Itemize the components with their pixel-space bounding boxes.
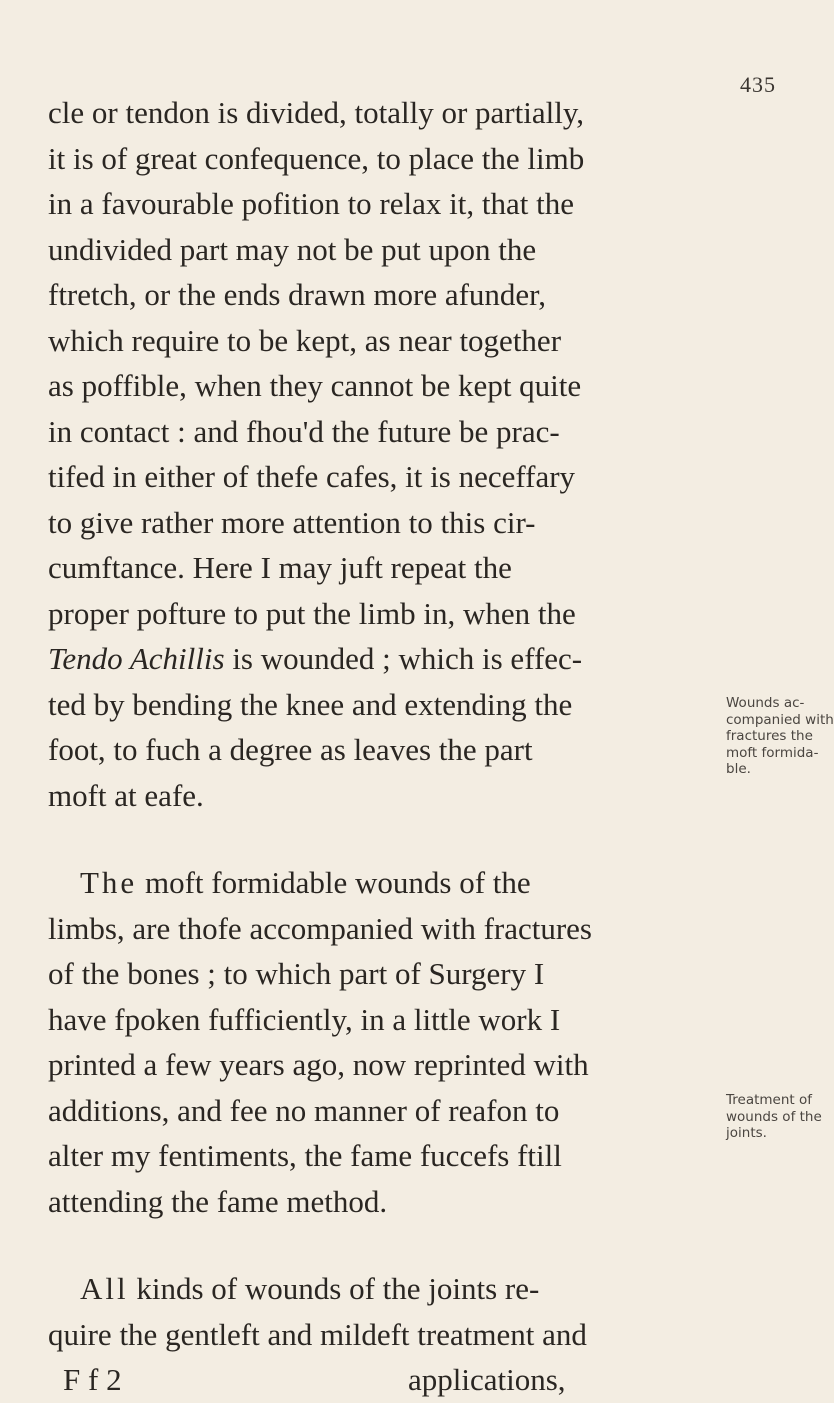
- text-line: cumftance. Here I may juft repeat the: [48, 550, 512, 585]
- margin-note-fractures: [726, 695, 834, 778]
- page-footer: [48, 1357, 720, 1403]
- text-line: which require to be kept, as near together: [48, 322, 562, 358]
- text-line: ftretch, or the ends drawn more afunder,: [48, 277, 546, 312]
- text-line: cle or tendon is divided, totally or partially,: [48, 95, 585, 130]
- catchword: applications,: [408, 1362, 566, 1397]
- text-line: in a favourable pofition to relax it, that the: [48, 186, 574, 221]
- text-line: alter my fentiments, the fame fuccefs ftill: [48, 1138, 562, 1173]
- margin-note-line: moft formida-: [726, 744, 819, 761]
- margin-note-line: fractures the: [726, 728, 813, 744]
- margin-note-line: wounds of the: [726, 1108, 822, 1125]
- text-line: as poffible, when they cannot be kept quite: [48, 368, 582, 403]
- text-line: of the bones ; to which part of Surgery I: [48, 956, 545, 991]
- signature-mark: F f 2: [63, 1362, 122, 1397]
- text-line: printed a few years ago, now reprinted with: [48, 1047, 589, 1082]
- text-line: quire the gentleft and mildeft treatment and: [48, 1316, 587, 1352]
- text-line: ted by bending the knee and extending the: [48, 686, 573, 722]
- text-line: it is of great confequence, to place the limb: [48, 140, 585, 176]
- margin-note-line: companied with: [726, 711, 834, 728]
- lead-word: All: [80, 1271, 129, 1306]
- text-line: in contact : and fhou'd the future be prac-: [48, 413, 560, 449]
- text-line: moft at eafe.: [48, 777, 204, 813]
- text-line: to give rather more attention to this cir-: [48, 504, 536, 540]
- paragraph-1: [48, 90, 720, 818]
- margin-note-line: joints.: [726, 1125, 767, 1141]
- text-line: attending the fame method.: [48, 1183, 388, 1219]
- text-line-italic: [48, 636, 720, 682]
- text-fragment: is wounded ; which is effec-: [224, 641, 583, 676]
- lead-word: The: [80, 865, 138, 900]
- text-line-first: [48, 860, 720, 906]
- paragraph-3: [48, 1266, 720, 1403]
- main-text: [48, 90, 720, 1403]
- page-number: 435: [740, 72, 776, 97]
- text-line: tifed in either of thefe cafes, it is neceffary: [48, 459, 576, 494]
- margin-note-line: Treatment of: [726, 1092, 812, 1108]
- margin-note-line: ble.: [726, 761, 751, 777]
- margin-note-line: Wounds ac-: [726, 695, 805, 711]
- italic-term: Tendo Achillis: [48, 641, 225, 676]
- text-line: limbs, are thofe accompanied with fractures: [48, 910, 592, 946]
- text-line: proper pofture to put the limb in, when the: [48, 595, 576, 631]
- paragraph-2: [48, 860, 720, 1224]
- text-line: foot, to fuch a degree as leaves the part: [48, 732, 533, 767]
- text-line: additions, and fee no manner of reafon to: [48, 1092, 560, 1128]
- text-line-first: [48, 1266, 720, 1312]
- margin-note-joints: [726, 1092, 822, 1142]
- text-fragment: moft formidable wounds of the: [137, 865, 531, 900]
- text-line: undivided part may not be put upon the: [48, 231, 537, 267]
- text-fragment: kinds of wounds of the joints re-: [128, 1271, 540, 1306]
- text-line: have fpoken fufficiently, in a little work I: [48, 1001, 561, 1037]
